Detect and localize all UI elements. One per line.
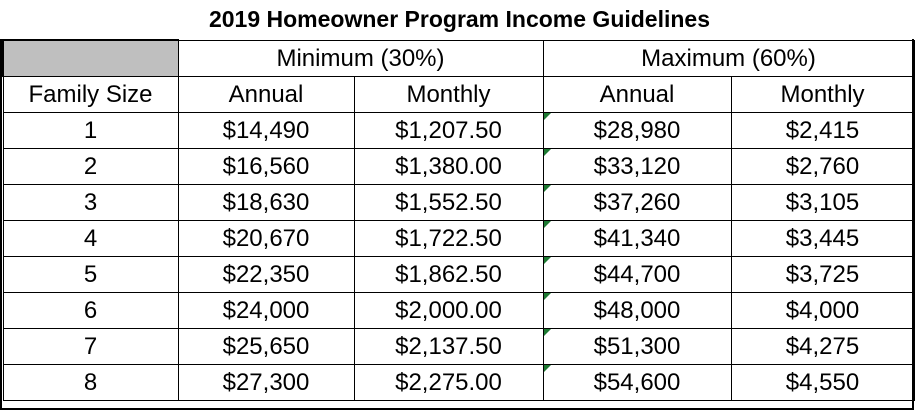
max-monthly-cell-value: $2,415	[785, 116, 860, 144]
max-monthly-cell[interactable]	[731, 148, 914, 184]
family-size-cell-value: 1	[83, 116, 98, 144]
min-annual-cell[interactable]	[178, 364, 354, 400]
blank-header-cell[interactable]	[3, 40, 178, 76]
min-annual-cell[interactable]	[178, 220, 354, 256]
table-row	[3, 292, 914, 328]
error-indicator-icon	[544, 329, 551, 336]
error-indicator-icon	[544, 365, 551, 372]
family-size-cell-value: 4	[83, 224, 98, 252]
min-monthly-cell-value: $1,722.50	[395, 224, 502, 252]
family-size-cell[interactable]	[3, 292, 178, 328]
max-annual-cell[interactable]	[543, 148, 731, 184]
family-size-cell[interactable]	[3, 220, 178, 256]
error-indicator-icon	[544, 185, 551, 192]
min-annual-cell[interactable]	[178, 112, 354, 148]
max-monthly-cell-value: $3,725	[785, 260, 860, 288]
table-row	[3, 328, 914, 364]
min-monthly-cell[interactable]	[354, 364, 543, 400]
min-monthly-cell-value: $2,000.00	[395, 296, 502, 324]
min-monthly-header[interactable]: Monthly	[354, 76, 543, 112]
min-annual-cell[interactable]	[178, 184, 354, 220]
error-indicator-icon	[544, 257, 551, 264]
family-size-cell-value: 5	[83, 260, 98, 288]
min-monthly-cell-value: $1,207.50	[395, 116, 502, 144]
error-indicator-icon	[544, 293, 551, 300]
table-row	[3, 220, 914, 256]
min-monthly-cell[interactable]	[354, 112, 543, 148]
family-size-cell[interactable]	[3, 256, 178, 292]
min-monthly-cell-value: $1,862.50	[395, 260, 502, 288]
max-annual-cell[interactable]	[543, 328, 731, 364]
min-annual-cell-value: $25,650	[222, 332, 310, 360]
max-annual-cell[interactable]	[543, 256, 731, 292]
max-annual-cell-value: $51,300	[593, 332, 681, 360]
min-monthly-cell-value: $1,552.50	[395, 188, 502, 216]
table-row	[3, 184, 914, 220]
min-monthly-cell-value: $2,275.00	[395, 368, 502, 396]
max-monthly-header[interactable]: Monthly	[731, 76, 914, 112]
family-size-cell[interactable]	[3, 184, 178, 220]
max-monthly-cell[interactable]	[731, 220, 914, 256]
table-title: 2019 Homeowner Program Income Guidelines	[208, 6, 711, 32]
max-monthly-cell-value: $2,760	[785, 152, 860, 180]
min-annual-cell-value: $18,630	[222, 188, 310, 216]
max-monthly-cell-value: $3,105	[785, 188, 860, 216]
max-annual-header[interactable]: Annual	[543, 76, 731, 112]
table-row	[3, 148, 914, 184]
family-size-cell[interactable]	[3, 148, 178, 184]
min-monthly-cell-value: $1,380.00	[395, 152, 502, 180]
error-indicator-icon	[544, 113, 551, 120]
min-monthly-cell[interactable]	[354, 220, 543, 256]
table-row	[3, 112, 914, 148]
max-monthly-cell-value: $3,445	[785, 224, 860, 252]
min-monthly-cell-value: $2,137.50	[395, 332, 502, 360]
min-annual-cell-value: $14,490	[222, 116, 310, 144]
error-indicator-icon	[544, 149, 551, 156]
min-monthly-cell[interactable]	[354, 328, 543, 364]
family-size-cell-value: 2	[83, 152, 98, 180]
min-annual-cell-value: $24,000	[222, 296, 310, 324]
table-border-right	[912, 39, 914, 410]
table-row	[3, 364, 914, 400]
max-annual-cell[interactable]	[543, 364, 731, 400]
max-annual-cell[interactable]	[543, 184, 731, 220]
family-size-cell-value: 8	[83, 368, 98, 396]
maximum-group-header[interactable]: Maximum (60%)	[543, 40, 914, 76]
max-monthly-cell[interactable]	[731, 292, 914, 328]
column-header-row	[3, 76, 914, 112]
max-annual-cell-value: $28,980	[593, 116, 681, 144]
min-monthly-cell[interactable]	[354, 256, 543, 292]
error-indicator-icon	[544, 221, 551, 228]
min-annual-cell-value: $27,300	[222, 368, 310, 396]
family-size-cell-value: 6	[83, 296, 98, 324]
min-annual-cell[interactable]	[178, 256, 354, 292]
family-size-cell[interactable]	[3, 364, 178, 400]
max-monthly-cell[interactable]	[731, 184, 914, 220]
table-row	[3, 256, 914, 292]
table-border-bottom	[0, 408, 914, 410]
max-monthly-cell-value: $4,000	[785, 296, 860, 324]
min-annual-cell[interactable]	[178, 292, 354, 328]
min-monthly-cell[interactable]	[354, 184, 543, 220]
max-annual-cell[interactable]	[543, 292, 731, 328]
max-monthly-cell-value: $4,275	[785, 332, 860, 360]
min-annual-cell-value: $20,670	[222, 224, 310, 252]
income-guidelines-table	[2, 39, 915, 401]
max-annual-cell-value: $41,340	[593, 224, 681, 252]
family-size-cell-value: 7	[83, 332, 98, 360]
minimum-group-header[interactable]: Minimum (30%)	[178, 40, 543, 76]
min-monthly-cell[interactable]	[354, 148, 543, 184]
min-monthly-cell[interactable]	[354, 292, 543, 328]
max-annual-cell-value: $54,600	[593, 368, 681, 396]
max-annual-cell[interactable]	[543, 220, 731, 256]
family-size-cell[interactable]	[3, 328, 178, 364]
min-annual-cell-value: $16,560	[222, 152, 310, 180]
max-monthly-cell-value: $4,550	[785, 368, 860, 396]
max-annual-cell[interactable]	[543, 112, 731, 148]
max-monthly-cell[interactable]	[731, 364, 914, 400]
max-annual-cell-value: $44,700	[593, 260, 681, 288]
min-annual-cell[interactable]	[178, 328, 354, 364]
max-monthly-cell[interactable]	[731, 328, 914, 364]
family-size-cell-value: 3	[83, 188, 98, 216]
max-monthly-cell[interactable]	[731, 112, 914, 148]
family-size-header[interactable]: Family Size	[3, 76, 178, 112]
table-border-left	[0, 39, 2, 410]
max-annual-cell-value: $37,260	[593, 188, 681, 216]
family-size-cell[interactable]	[3, 112, 178, 148]
max-annual-cell-value: $48,000	[593, 296, 681, 324]
min-annual-header[interactable]: Annual	[178, 76, 354, 112]
min-annual-cell-value: $22,350	[222, 260, 310, 288]
group-header-row	[3, 40, 914, 76]
max-annual-cell-value: $33,120	[593, 152, 681, 180]
min-annual-cell[interactable]	[178, 148, 354, 184]
max-monthly-cell[interactable]	[731, 256, 914, 292]
